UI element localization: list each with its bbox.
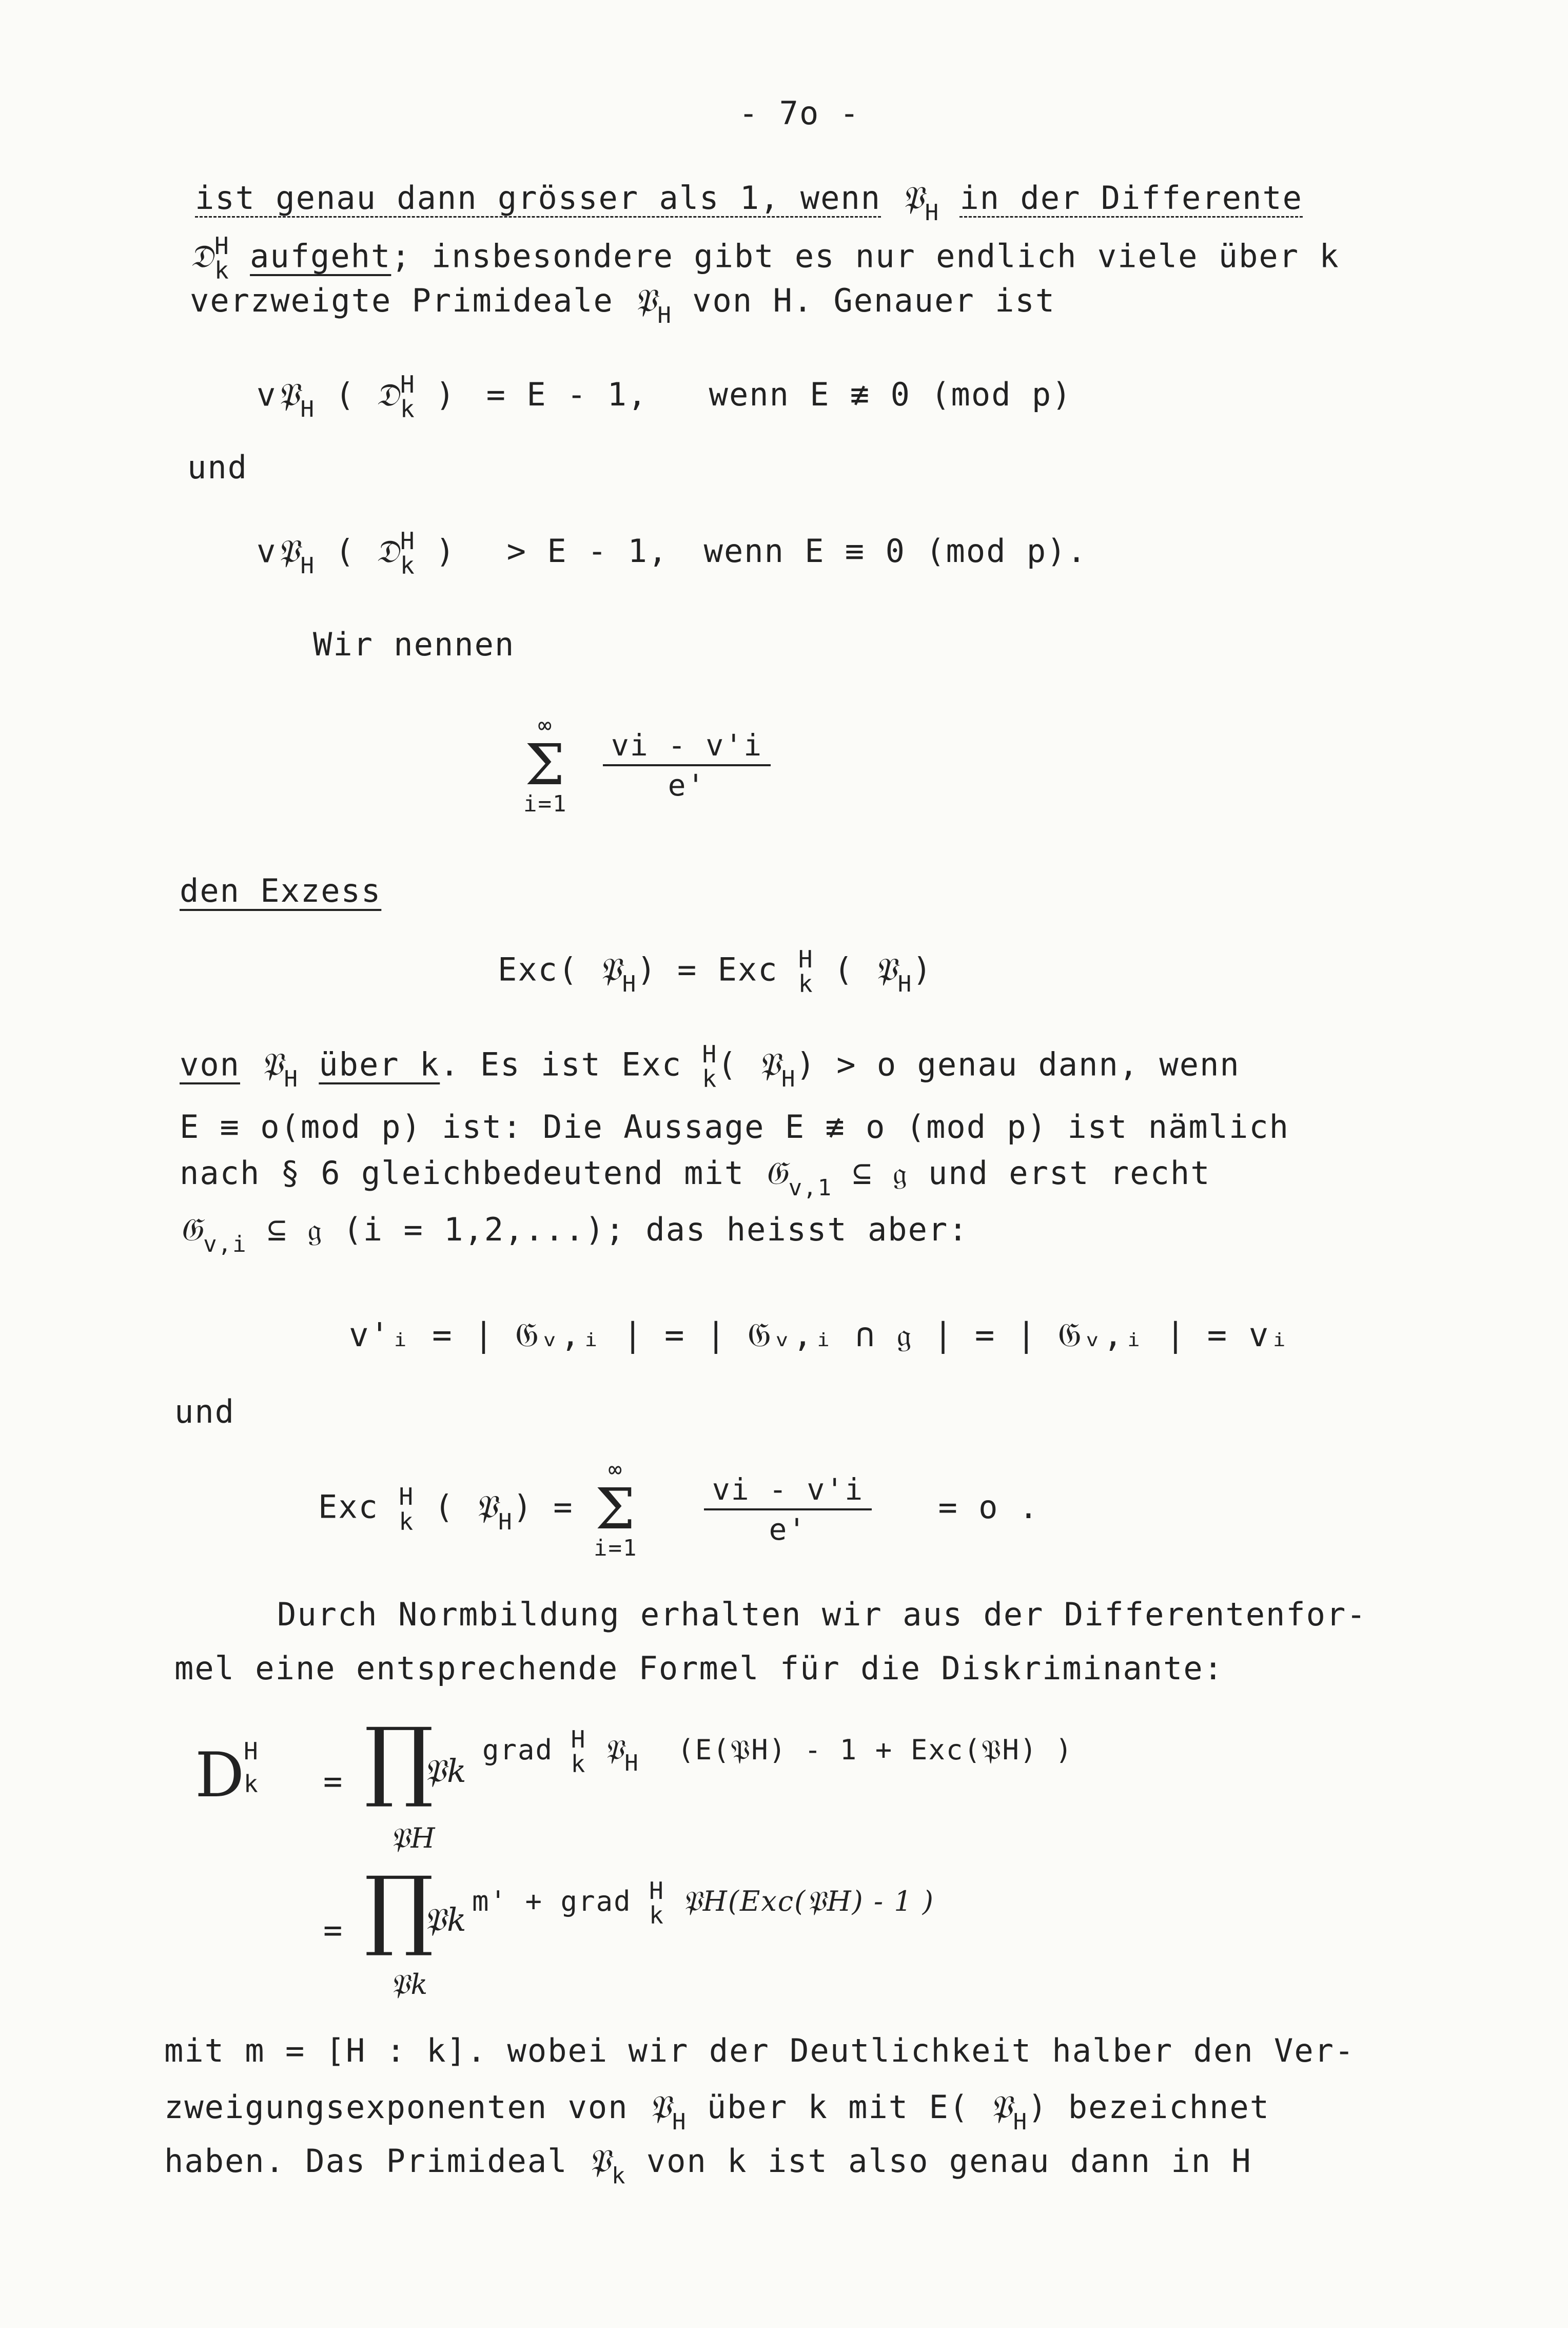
text: ) > o genau dann, wenn [796,1045,1240,1083]
ueber-k: über k [319,1045,440,1083]
text-line-mit3 [164,2142,1252,2189]
sum-operator: ∞ Σ i=1 [523,712,567,817]
equals-sign: = [323,1911,344,1949]
page-number: - 7o - [739,94,860,132]
line1-text-a: ist genau dann grösser als 1, wenn [195,179,881,217]
disc-D: D [195,1740,246,1811]
subscript: H [498,1508,513,1535]
text-line-1 [195,179,1303,226]
text-line-durch1: Durch Normbildung erhalten wir aus der Differentenfor- [277,1596,1367,1633]
prime-ideal-k: 𝔓k [423,1752,467,1790]
exponent-1: grad H k 𝔓$_H$ (E(𝔓H) - 1 + Exc(𝔓H) ) [482,1725,1073,1778]
text: von k ist also genau dann in H [646,2142,1252,2180]
product-operator-1: ∏ [364,1709,434,1811]
equation-3: v'ᵢ = | 𝔊ᵥ,ᵢ | = | 𝔊ᵥ,ᵢ ∩ 𝔤 | = | 𝔊ᵥ,ᵢ | = vᵢ [349,1316,1290,1354]
fraction-numerator: vi - v'i [704,1475,872,1510]
equation-condition: wenn E ≡ 0 (mod p). [703,532,1087,570]
prime-ideal-symbol: 𝔓 [277,532,301,570]
text-line-3 [190,282,1056,328]
text-line-gvi [180,1211,969,1257]
subscript: k [612,2163,626,2189]
index-stack: H k [244,1737,258,1798]
text: haben. Das Primideal [164,2142,568,2180]
text-line-2 [190,234,1340,283]
valuation-symbol: v [257,376,277,414]
equation-4: Exc H k ( 𝔓$_H$) = ∞ Σ i=1 $\frac{vi - v'i}{e'}$ = o . [318,1457,1040,1561]
subscript: H [300,553,315,579]
subscript: H [897,971,913,998]
subscript: H [284,1066,299,1093]
subscript: H [781,1066,796,1093]
equation-rhs: = E - 1, [486,376,648,414]
von-word: von [180,1045,240,1083]
subscript: H [300,396,315,423]
product-index-2: 𝔓k [390,1968,429,2001]
fraction-denominator: e' [668,767,706,803]
prime-ideal-symbol: 𝔓 [648,2088,673,2126]
text-line-nach [180,1154,1211,1201]
text-line-durch2: mel eine entsprechende Formel für die Diskriminante: [174,1650,1224,1687]
text: zweigungsexponenten von [164,2088,629,2126]
subscript: H [657,302,672,328]
prime-ideal-symbol: 𝔓 [757,1045,782,1083]
text-line-von: von 𝔓$_H$ über k. Es ist Exc H k( 𝔓$_H$) > o genau dann, wenn [180,1040,1240,1093]
prime-ideal-symbol: 𝔓 [277,376,301,414]
text: . Es ist Exc [440,1045,682,1083]
und-word-1: und [187,449,248,486]
index-stack: H k [400,371,416,423]
product-operator-2: ∏ [364,1858,434,1960]
text: ⊆ 𝔤 und erst recht [852,1154,1211,1192]
equation-rhs: > E - 1, [506,532,669,570]
den-exzess: den Exzess [180,872,382,909]
exponent-2: m' + grad H k 𝔓H(Exc(𝔓H) - 1 ) [472,1877,934,1930]
fraction-denominator: e' [769,1511,807,1547]
excess-sum [523,713,771,817]
prime-ideal-symbol: 𝔓 [989,2088,1013,2126]
excess-definition: Exc( 𝔓$_H$) = Exc H k ( 𝔓$_H$) [498,945,933,998]
subscript: v,1 [788,1175,833,1201]
prime-ideal-symbol: 𝔓 [598,950,622,988]
sum-operator: ∞ Σ i=1 [593,1457,638,1561]
prime-ideal-symbol: 𝔓 [874,950,898,988]
ramification-group-symbol: 𝔊 [180,1211,204,1248]
prime-ideal-symbol: 𝔓 [587,2142,612,2180]
subscript: H [622,971,637,998]
text-line-mit1: mit m = [H : k]. wobei wir der Deutlichkeit halber den Ver- [164,2032,1355,2069]
text-line-E: E ≡ o(mod p) ist: Die Aussage E ≢ o (mod p) ist nämlich [180,1108,1289,1146]
excess-fraction [704,1471,872,1547]
line1-text-b: in der Differente [959,179,1303,217]
ramification-group-symbol: 𝔊 [765,1154,789,1192]
index-stack: H k [399,1483,415,1536]
und-word-2: und [174,1393,235,1430]
differente-symbol: 𝔇 [190,237,215,275]
line3-text-a: verzweigte Primideale [190,282,614,319]
excess-fraction [603,727,771,803]
text: ) bezeichnet [1028,2088,1270,2126]
equals-sign: = [323,1762,344,1800]
wir-nennen: Wir nennen [313,626,515,663]
text: ⊆ 𝔤 (i = 1,2,...); das heisst aber: [267,1211,969,1248]
valuation-symbol: v [257,532,277,570]
index-stack: H k [400,527,416,580]
differente-symbol: 𝔇 [375,532,400,570]
text-line-mit2 [164,2088,1270,2135]
index-stack: H k [214,232,230,285]
prime-ideal-symbol: 𝔓 [475,1488,499,1526]
prime-ideal-symbol: 𝔓 [260,1045,284,1083]
line2-text-a: aufgeht [250,237,391,275]
equation-1: v𝔓$_H$ ( 𝔇H k ) = E - 1, wenn E ≢ 0 (mod p) [257,371,1072,423]
fraction-numerator: vi - v'i [603,730,771,766]
subscript: H [1013,2109,1028,2135]
subscript: v,i [203,1231,247,1257]
line2-text-b: ; insbesondere gibt es nur endlich viele über k [391,237,1340,275]
equation-condition: wenn E ≢ 0 (mod p) [709,376,1072,414]
index-stack: H k [798,945,814,998]
prime-ideal-symbol: 𝔓 [901,179,925,217]
subscript: H [672,2109,687,2135]
equation-rhs: = o . [938,1488,1040,1526]
line3-text-b: von H. Genauer ist [692,282,1056,319]
index-stack: H k [702,1040,718,1093]
subscript: H [925,200,940,226]
differente-symbol: 𝔇 [375,376,400,414]
product-index-1: 𝔓H [390,1822,436,1854]
prime-ideal-symbol: 𝔓 [634,282,658,319]
text: nach § 6 gleichbedeutend mit [180,1154,745,1192]
prime-ideal-k: 𝔓k [423,1901,467,1938]
equation-2: v𝔓$_H$ ( 𝔇H k ) > E - 1, wenn E ≡ 0 (mod p). [257,527,1087,580]
text: über k mit E( [707,2088,970,2126]
